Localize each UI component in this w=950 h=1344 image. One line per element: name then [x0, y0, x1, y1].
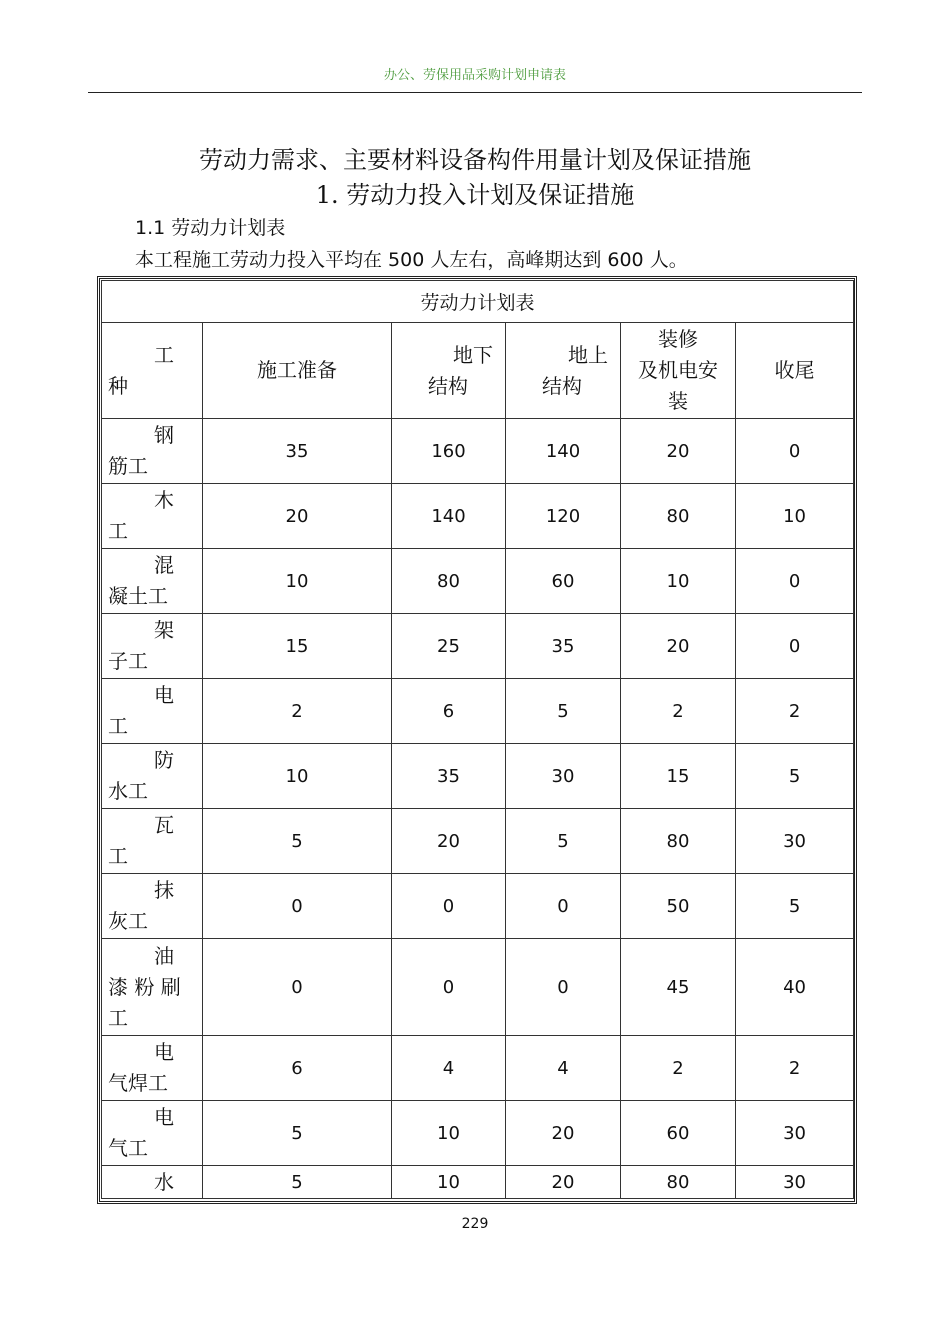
cell-prep: 15	[203, 614, 392, 679]
cell-underground: 10	[392, 1101, 506, 1166]
cell-underground: 25	[392, 614, 506, 679]
cell-finish: 40	[736, 939, 854, 1036]
row-worktype: 防 水工	[102, 744, 203, 809]
header-divider	[88, 92, 862, 93]
cell-finish: 2	[736, 1036, 854, 1101]
cell-underground: 140	[392, 484, 506, 549]
cell-aboveground: 5	[506, 809, 621, 874]
header-worktype	[102, 323, 203, 419]
cell-aboveground: 60	[506, 549, 621, 614]
cell-finish: 30	[736, 1101, 854, 1166]
cell-aboveground: 30	[506, 744, 621, 809]
row-worktype: 电 气工	[102, 1101, 203, 1166]
header-aboveground	[506, 323, 621, 419]
table-row	[102, 549, 854, 614]
header-worktype-line2: 种	[108, 373, 128, 398]
cell-prep: 5	[203, 1101, 392, 1166]
cell-underground: 20	[392, 809, 506, 874]
row-worktype: 钢 筋工	[102, 419, 203, 484]
header-worktype-line1: 工	[154, 342, 174, 367]
cell-prep: 2	[203, 679, 392, 744]
intro-paragraph: 本工程施工劳动力投入平均在 500 人左右，高峰期达到 600 人。	[135, 249, 688, 271]
cell-prep: 20	[203, 484, 392, 549]
table-row	[102, 419, 854, 484]
cell-decoration: 50	[621, 874, 736, 939]
table-row	[102, 809, 854, 874]
cell-aboveground: 0	[506, 939, 621, 1036]
cell-underground: 0	[392, 939, 506, 1036]
cell-aboveground: 140	[506, 419, 621, 484]
header-aboveground-line1: 地上	[568, 342, 608, 367]
header-finish: 收尾	[736, 323, 854, 419]
row-worktype: 油 漆 粉 刷 工	[102, 939, 203, 1036]
cell-decoration: 80	[621, 484, 736, 549]
row-worktype: 架 子工	[102, 614, 203, 679]
cell-aboveground: 4	[506, 1036, 621, 1101]
header-aboveground-line2: 结构	[542, 373, 582, 398]
header-decoration-line3: 装	[668, 389, 688, 413]
cell-finish: 10	[736, 484, 854, 549]
row-worktype: 木 工	[102, 484, 203, 549]
row-worktype: 瓦 工	[102, 809, 203, 874]
table-caption: 劳动力计划表	[102, 281, 854, 323]
cell-finish: 0	[736, 614, 854, 679]
cell-aboveground: 5	[506, 679, 621, 744]
table-header-row	[102, 323, 854, 419]
cell-prep: 5	[203, 1166, 392, 1199]
row-worktype: 水	[102, 1166, 203, 1199]
table-row	[102, 744, 854, 809]
cell-aboveground: 20	[506, 1101, 621, 1166]
cell-prep: 10	[203, 744, 392, 809]
cell-underground: 0	[392, 874, 506, 939]
cell-prep: 10	[203, 549, 392, 614]
document-title: 劳动力需求、主要材料设备构件用量计划及保证措施	[199, 146, 751, 174]
labor-plan-table	[101, 280, 854, 1199]
running-header: 办公、劳保用品采购计划申请表	[383, 68, 566, 83]
cell-aboveground: 20	[506, 1166, 621, 1199]
cell-decoration: 45	[621, 939, 736, 1036]
cell-decoration: 10	[621, 549, 736, 614]
cell-underground: 4	[392, 1036, 506, 1101]
row-worktype: 抹 灰工	[102, 874, 203, 939]
header-underground-line1: 地下	[453, 342, 493, 367]
cell-finish: 0	[736, 549, 854, 614]
row-worktype: 电 工	[102, 679, 203, 744]
section-title: 1. 劳动力投入计划及保证措施	[315, 181, 635, 209]
cell-underground: 10	[392, 1166, 506, 1199]
header-underground-line2: 结构	[428, 373, 468, 398]
header-underground	[392, 323, 506, 419]
row-worktype: 电 气焊工	[102, 1036, 203, 1101]
cell-aboveground: 120	[506, 484, 621, 549]
cell-underground: 80	[392, 549, 506, 614]
cell-underground: 35	[392, 744, 506, 809]
cell-prep: 35	[203, 419, 392, 484]
cell-finish: 2	[736, 679, 854, 744]
cell-finish: 5	[736, 744, 854, 809]
table-row	[102, 1101, 854, 1166]
table-row	[102, 874, 854, 939]
cell-decoration: 60	[621, 1101, 736, 1166]
table-row	[102, 939, 854, 1036]
cell-underground: 160	[392, 419, 506, 484]
cell-decoration: 20	[621, 614, 736, 679]
cell-prep: 0	[203, 939, 392, 1036]
page-number: 229	[461, 1216, 489, 1232]
cell-underground: 6	[392, 679, 506, 744]
cell-finish: 30	[736, 1166, 854, 1199]
header-decoration-line2: 及机电安	[638, 358, 718, 382]
table-row	[102, 679, 854, 744]
table-caption-row	[102, 281, 854, 323]
cell-prep: 5	[203, 809, 392, 874]
labor-table-frame	[97, 276, 857, 1204]
cell-decoration: 80	[621, 1166, 736, 1199]
header-decoration-line1: 装修	[658, 327, 698, 351]
row-worktype: 混 凝土工	[102, 549, 203, 614]
cell-prep: 6	[203, 1036, 392, 1101]
cell-decoration: 2	[621, 679, 736, 744]
table-row	[102, 614, 854, 679]
header-prep: 施工准备	[203, 323, 392, 419]
cell-decoration: 80	[621, 809, 736, 874]
table-row	[102, 484, 854, 549]
cell-aboveground: 35	[506, 614, 621, 679]
cell-finish: 0	[736, 419, 854, 484]
table-row	[102, 1166, 854, 1199]
header-decoration	[621, 323, 736, 419]
cell-aboveground: 0	[506, 874, 621, 939]
cell-decoration: 2	[621, 1036, 736, 1101]
table-row	[102, 1036, 854, 1101]
cell-finish: 5	[736, 874, 854, 939]
cell-decoration: 15	[621, 744, 736, 809]
cell-prep: 0	[203, 874, 392, 939]
cell-finish: 30	[736, 809, 854, 874]
cell-decoration: 20	[621, 419, 736, 484]
subsection-heading: 1.1 劳动力计划表	[135, 217, 286, 239]
